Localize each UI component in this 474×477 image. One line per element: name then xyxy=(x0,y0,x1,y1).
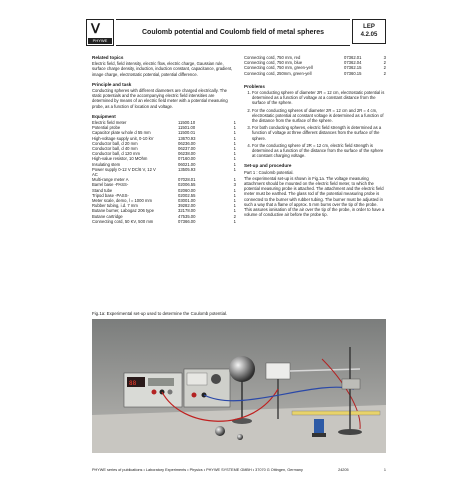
item-code: 02002.55 xyxy=(178,192,196,198)
item-code: 06238.00 xyxy=(178,151,196,157)
cord-list xyxy=(244,55,386,76)
item-name: Tripod base -PASS- xyxy=(92,192,129,198)
item-name: Connecting cord, 750 mm, red xyxy=(244,55,301,60)
related-topics-heading: Related topics xyxy=(92,55,124,60)
item-code: 07366.00 xyxy=(178,218,196,224)
item-name: Potential probe xyxy=(92,125,121,131)
equipment-heading: Equipment xyxy=(92,113,116,119)
page-footer xyxy=(92,468,386,472)
related-topics-text: Electric field, field intensity, electric flow, electric charge, Gaussian rule, surface charge density, induction, induction constant, capacitance, gradient, image charge, electrostatic potential, potential difference. xyxy=(92,61,233,77)
item-quantity: 1 xyxy=(233,166,236,172)
item-quantity: 1 xyxy=(233,146,236,152)
item-code: 06237.00 xyxy=(178,146,196,152)
item-code: 06236.00 xyxy=(178,140,196,146)
item-quantity: 1 xyxy=(233,218,236,224)
item-code: 11500.10 xyxy=(178,120,196,126)
item-code: 07160.00 xyxy=(178,156,196,162)
svg-text:88: 88 xyxy=(129,380,137,387)
item-code: 39282.00 xyxy=(178,203,196,209)
equipment-list xyxy=(92,120,236,224)
item-name: High-value resistor, 10 MOhm xyxy=(92,156,148,162)
figure-caption: Fig.1a: Experimental set-up used to determine the Coulomb potential. xyxy=(92,311,228,316)
item-quantity: 2 xyxy=(233,213,236,219)
item-code: 11500.01 xyxy=(178,130,196,136)
item-code: 13505.93 xyxy=(178,166,196,172)
item-code: 07028.01 xyxy=(178,177,196,183)
equipment-item xyxy=(92,167,236,177)
problem-list xyxy=(244,90,386,158)
problem-item: 4. For the conducting sphere of 2R = 12 cm, electric field strength is determined as a function of the distance from the surface of the sphere at constant charging voltage. xyxy=(252,143,386,159)
item-name: Electric field meter xyxy=(92,120,127,126)
item-name: High-voltage supply unit, 0-10 kV xyxy=(92,135,154,141)
item-code: 47535.00 xyxy=(178,213,196,219)
item-quantity: 2 xyxy=(383,70,386,76)
item-quantity: 1 xyxy=(233,177,236,183)
item-name: Connecting cord, 50 KV, 500 mm xyxy=(92,218,154,224)
footer-code: 24205 xyxy=(338,468,349,472)
experiment-photo xyxy=(92,319,386,453)
setup-text: The experimental set-up is shown in Fig.1a. The voltage measuring attachment should be mounted on the electric field meter, to which the potential measuring probe is attached. The attachment and the electric field meter must be earthed. The glass rod of the potential measuring probe is connected to the burner with rubber tubing. The burner must be adjusted in such a way that a flame of approx. 5 mm burns over the tip of the probe. This assures ionisation of the air over the tip of the probe, in order to have a volume of conductive air before the probe tip. xyxy=(244,175,385,218)
principle-heading: Principle and task xyxy=(92,81,132,87)
lep-label: LEP xyxy=(363,24,375,30)
item-quantity: 1 xyxy=(233,140,236,146)
page-title: Coulomb potential and Coulomb field of metal spheres xyxy=(116,19,350,46)
item-code: 07360.15 xyxy=(344,70,362,76)
lep-box xyxy=(352,19,386,44)
item-name: Meter scale, demo, l = 1000 mm xyxy=(92,198,152,204)
problem-item: 2. For the conducting spheres of diameter 2R = 12 cm and 2R = 4 cm, electrostatic potential at constant voltage is determined as a function of the distance from the surface of the sphere. xyxy=(252,108,386,124)
item-quantity: 1 xyxy=(233,203,236,209)
item-name: Conductor ball, d 120 mm xyxy=(92,151,140,157)
setup-heading: Set-up and procedure xyxy=(244,163,292,169)
item-code: 06021.00 xyxy=(178,161,196,167)
item-name: Rubber tubing, i.d. 7 mm xyxy=(92,203,138,209)
item-quantity: 1 xyxy=(233,125,236,131)
item-quantity: 1 xyxy=(233,151,236,157)
item-name: Connecting cord, 750 mm, blue xyxy=(244,60,303,66)
item-code: 11501.00 xyxy=(178,125,196,131)
item-code: 07362.15 xyxy=(344,65,362,71)
item-quantity: 1 xyxy=(233,187,236,193)
problem-item: 3. For both conducting spheres, electric field strength is determined as a function of voltage at three different distances from the surface of the sphere. xyxy=(252,125,386,141)
experiment-photo-illustration xyxy=(92,319,386,453)
principle-text: Conducting spheres with different diameters are charged electrically. The static potentials and the accompanying electric field intensities are determined by means of an electric field meter with a potential measuring probe, as a function of location and voltage. xyxy=(92,88,228,109)
item-name: Stand tube xyxy=(92,187,113,193)
right-column xyxy=(244,55,386,222)
problems-heading: Problems xyxy=(244,83,265,89)
item-name: Power supply 0-12 V DC/6 V, 12 V AC xyxy=(92,166,156,178)
item-quantity: 3 xyxy=(383,55,386,60)
document-page xyxy=(86,19,388,472)
item-code: 07362.04 xyxy=(344,60,362,66)
item-quantity: 1 xyxy=(233,192,236,198)
item-quantity: 1 xyxy=(233,161,236,167)
item-quantity: 1 xyxy=(233,135,236,141)
item-quantity: 2 xyxy=(383,65,386,71)
item-name: Capacitor plate w.hole d 55 mm xyxy=(92,130,151,136)
phywe-logo xyxy=(86,19,114,46)
left-column xyxy=(92,55,236,224)
cord-item xyxy=(244,71,386,76)
item-code: 03001.00 xyxy=(178,198,196,204)
item-quantity: 1 xyxy=(233,130,236,136)
equipment-item xyxy=(92,219,236,224)
item-quantity: 3 xyxy=(233,182,236,188)
problem-item: 1. For conducting sphere of diameter 2R = 12 cm, electrostatic potential is determined as a function of voltage at a constant distance from the surface of the sphere. xyxy=(252,90,386,106)
footer-page-number: 1 xyxy=(383,468,386,472)
item-name: Insulating stem xyxy=(92,161,121,167)
item-code: 13670.93 xyxy=(178,135,196,141)
item-name: Conductor ball, d 40 mm xyxy=(92,146,138,152)
item-code: 02060.00 xyxy=(178,187,196,193)
item-quantity: 1 xyxy=(233,208,236,214)
logo-mark: Ⅴ xyxy=(91,21,100,36)
item-code: 32178.00 xyxy=(178,208,196,214)
item-quantity: 1 xyxy=(233,198,236,204)
item-name: Barrel base -PASS- xyxy=(92,182,129,188)
item-name: Conductor ball, d 20 mm xyxy=(92,140,138,146)
item-name: Butane burner, Labogaz 206 type xyxy=(92,208,154,214)
setup-subheading: Part 1 : Coulomb potential. xyxy=(244,169,294,175)
item-name: Connecting cord, 750 mm, green-yell xyxy=(244,65,313,71)
item-code: 07362.01 xyxy=(344,55,362,60)
item-quantity: 1 xyxy=(233,120,236,126)
footer-publisher: PHYWE series of publications • Laboratory Experiments • Physics • PHYWE SYSTEME GMBH • 37070 G Ottingen, Germany xyxy=(92,468,303,472)
item-quantity: 1 xyxy=(233,156,236,162)
item-name: Butane cartridge xyxy=(92,213,123,219)
lep-number: 4.2.05 xyxy=(360,32,378,38)
item-code: 02006.55 xyxy=(178,182,196,188)
logo-text: PHYWE xyxy=(88,38,112,44)
item-quantity: 2 xyxy=(383,60,386,66)
item-name: Connecting cord, 250mm, green-yell xyxy=(244,70,312,76)
item-name: Multi-range meter A xyxy=(92,177,129,183)
